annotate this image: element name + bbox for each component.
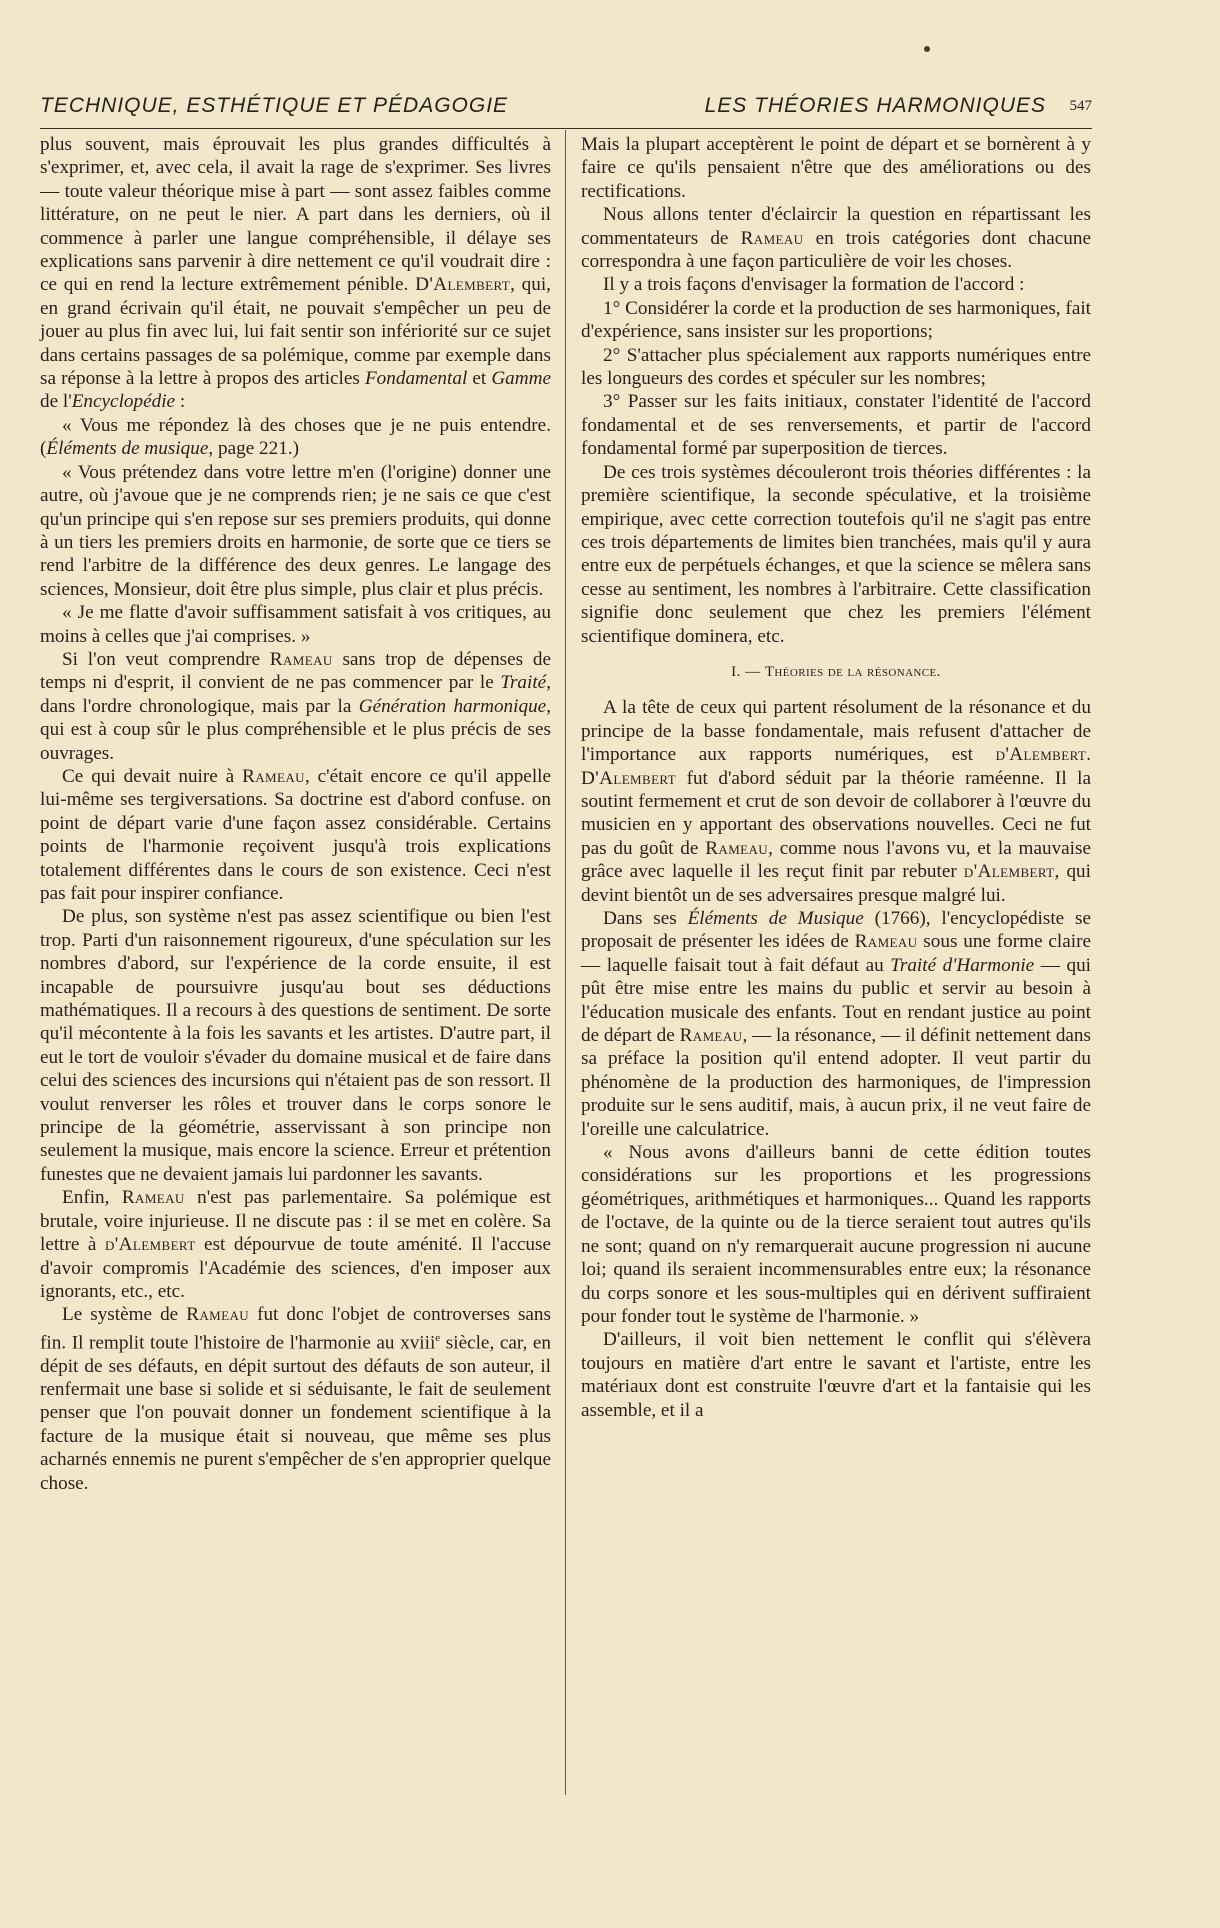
paragraph: A la tête de ceux qui partent résolument de la résonance et du principe de la basse fondamentale, mais refusent d'attacher de l'importance aux rapports numériques, est d'Alembert. D'Alembert fut d'abord séduit par la théorie raméenne. Il la soutint fermement et crut de son devoir de collaborer à l'œuvre du musicien en y apportant des observations nouvelles. Ceci ne fut pas du goût de Rameau, comme nous l'avons vu, et la mauvaise grâce avec laquelle il les reçut finit par rebuter d'Alembert, qui devint bientôt un de ses adversaires presque malgré lui. bbox=[581, 697, 1091, 906]
paragraph: De plus, son système n'est pas assez scientifique ou bien l'est trop. Parti d'un raisonnement rigoureux, d'une spéculation sur les nombres d'abord, sur l'expérience de la corde ensuite, il est incapable de poursuivre jusqu'au bout ses déductions mathématiques. Il a recours à des questions de sentiment. De sorte qu'il mécontente à la fois les savants et les artistes. D'autre part, il eut le tort de vouloir s'évader du domaine musical et de faire dans celui des sciences des incursions qui n'étaient pas de son ressort. Il voulut renverser les rôles et trouver dans le corps sonore le principe de la géométrie, asservissant à son principe non seulement la musique, mais encore la science. Erreur et prétention funestes que ne devaient jamais lui pardonner les savants. bbox=[40, 906, 551, 1185]
paragraph: Il y a trois façons d'envisager la formation de l'accord : bbox=[603, 274, 1025, 296]
paragraph: 3° Passer sur les faits initiaux, constater l'identité de l'accord fondamental et de ses renversements, et partir de l'accord fondamental formé par superposition de tierces. bbox=[581, 391, 1091, 460]
running-head bbox=[40, 94, 1092, 129]
paragraph: « Je me flatte d'avoir suffisamment satisfait à vos critiques, au moins à celles que j'ai comprises. » bbox=[40, 602, 551, 647]
paragraph: Ce qui devait nuire à Rameau, c'était encore ce qu'il appelle lui-même ses tergiversations. Sa doctrine est d'abord confuse. on point de départ varie d'une façon assez considérable. Certains points de l'harmonie reçoivent jusqu'à trois explications totalement différentes dans le cours de son existence. Ceci n'est pas fait pour inspirer confiance. bbox=[40, 765, 551, 904]
paragraph: Nous allons tenter d'éclaircir la question en répartissant les commentateurs de Rameau en trois catégories dont chacune correspondra à une façon particulière de voir les choses. bbox=[581, 204, 1092, 273]
paragraph: De ces trois systèmes découleront trois théories différentes : la première scientifique, la seconde spéculative, et la troisième empirique, avec cette correction toutefois qu'il ne s'agit pas entre ces trois départements de limites bien tranchées, mais qu'il y aura entre eux de perpétuels échanges, et que la science se mêlera sans cesse au sentiment, les nombres à l'arbitraire. Cette classification signifie donc seulement que chez les premiers l'élément scientifique dominera, etc. bbox=[581, 461, 1091, 647]
section-heading: I. — Théories de la résonance. bbox=[731, 663, 941, 680]
paragraph: Enfin, Rameau n'est pas parlementaire. Sa polémique est brutale, voire injurieuse. Il ne discute pas : il se met en colère. Sa lettre à d'Alembert est dépourvue de toute aménité. Il l'accuse d'avoir compromis l'Académie des sciences, d'en imposer aux ignorants, etc., etc. bbox=[40, 1187, 552, 1302]
paragraph: Mais la plupart acceptèrent le point de départ et se bornèrent à y faire ce qu'ils pensaient n'être que des améliorations ou des rectifications. bbox=[581, 134, 1091, 202]
paragraph: Le système de Rameau fut donc l'objet de controverses sans fin. Il remplit toute l'histoire de l'harmonie au xviii$^e$ siècle, car, en dépit de ses défauts, en dépit surtout des défauts de son auteur, il renfermait une base si solide et si séduisante, le fait de seulement penser que l'on pouvait donner un fondement scientifique à la facture de la musique était si nouveau, que même ses plus acharnés ennemis ne purent s'empêcher de s'en approprier quelque chose. bbox=[40, 1304, 551, 1494]
right-column bbox=[581, 133, 1091, 1422]
paragraph: Si l'on veut comprendre Rameau sans trop de dépenses de temps ni d'esprit, il convient de ne pas commencer par le Traité, dans l'ordre chronologique, mais par la Génération harmonique, qui est à coup sûr le plus compréhensible et le plus précis de ses ouvrages. bbox=[40, 648, 552, 764]
paragraph: Dans ses Éléments de Musique (1766), l'encyclopédiste se proposait de présenter les idées de Rameau sous une forme claire — laquelle faisait tout à fait défaut au Traité d'Harmonie — qui pût être mise entre les mains du public et servir au besoin à l'éducation musicale des enfants. Tout en rendant justice au point de départ de Rameau, — la résonance, — il définit nettement dans sa préface la position qu'il entend adopter. Il veut partir du phénomène de la production des harmoniques, de l'impression produite sur le sens auditif, mais, à aucun prix, il ne veut faire de l'oreille une calculatrice. bbox=[581, 908, 1092, 1140]
paragraph: D'ailleurs, il voit bien nettement le conflit qui s'élèvera toujours en matière d'art entre le savant et l'artiste, entre les matériaux dont est construite l'œuvre d'art et la fantaisie qui les assemble, et il a bbox=[581, 1329, 1091, 1421]
paragraph: 2° S'attacher plus spécialement aux rapports numériques entre les longueurs des cordes et spéculer sur les nombres; bbox=[581, 344, 1091, 390]
paragraph: plus souvent, mais éprouvait les plus grandes difficultés à s'exprimer, et, avec cela, il avait la rage de s'exprimer. Ses livres — toute valeur théorique mise à part — sont assez faibles comme littérature, on ne peut le nier. A part dans les derniers, où il commence à parler une langue compréhensible, il délaye ses explications sans parvenir à dire nettement ce qu'il voudrait dire : ce qui en rend la lecture extrêmement pénible. D'Alembert, qui, en grand écrivain qu'il était, ne pouvait s'empêcher un peu de jouer au plus fin avec lui, lui fait sentir son infériorité sur ce sujet dans certains passages de sa polémique, comme par exemple dans sa réponse à la lettre à propos des articles Fondamental et Gamme de l'Encyclopédie : bbox=[40, 134, 551, 413]
running-head-left: TECHNIQUE, ESTHÉTIQUE ET PÉDAGOGIE bbox=[40, 94, 509, 117]
paragraph: 1° Considérer la corde et la production de ses harmoniques, fait d'expérience, sans insister sur les proportions; bbox=[581, 297, 1091, 343]
left-column bbox=[40, 133, 551, 1495]
running-head-right: LES THÉORIES HARMONIQUES bbox=[704, 94, 1046, 117]
paragraph: « Vous me répondez là des choses que je ne puis entendre. (Éléments de musique, page 221.) bbox=[40, 414, 551, 460]
column-divider bbox=[565, 130, 566, 1795]
paragraph: « Nous avons d'ailleurs banni de cette édition toutes considérations sur les proportions et les progressions géométriques, arithmétiques et harmoniques... Quand les rapports de l'octave, de la quinte ou de la tierce seraient tout autres qu'ils ne sont; quand on n'y remarquerait aucune progression ni aucune loi; quand ils seraient incommensurables entre eux; la résonance du corps sonore et les sous-multiples qui en dérivent suffiraient pour fonder tout le système de l'harmonie. » bbox=[581, 1142, 1091, 1327]
page-number: 547 bbox=[1069, 98, 1092, 114]
ink-dot bbox=[924, 46, 930, 52]
paragraph: « Vous prétendez dans votre lettre m'en (l'origine) donner une autre, où j'avoue que je ne comprends rien; je ne sais ce que c'est qu'un principe qui s'en repose sur ses premiers produits, qui donne à un tiers les premiers droits en harmonie, de sorte que ce tiers se rend l'arbitre de la différence des deux genres. Le langage des sciences, Monsieur, doit être plus simple, plus clair et plus précis. bbox=[40, 461, 551, 600]
